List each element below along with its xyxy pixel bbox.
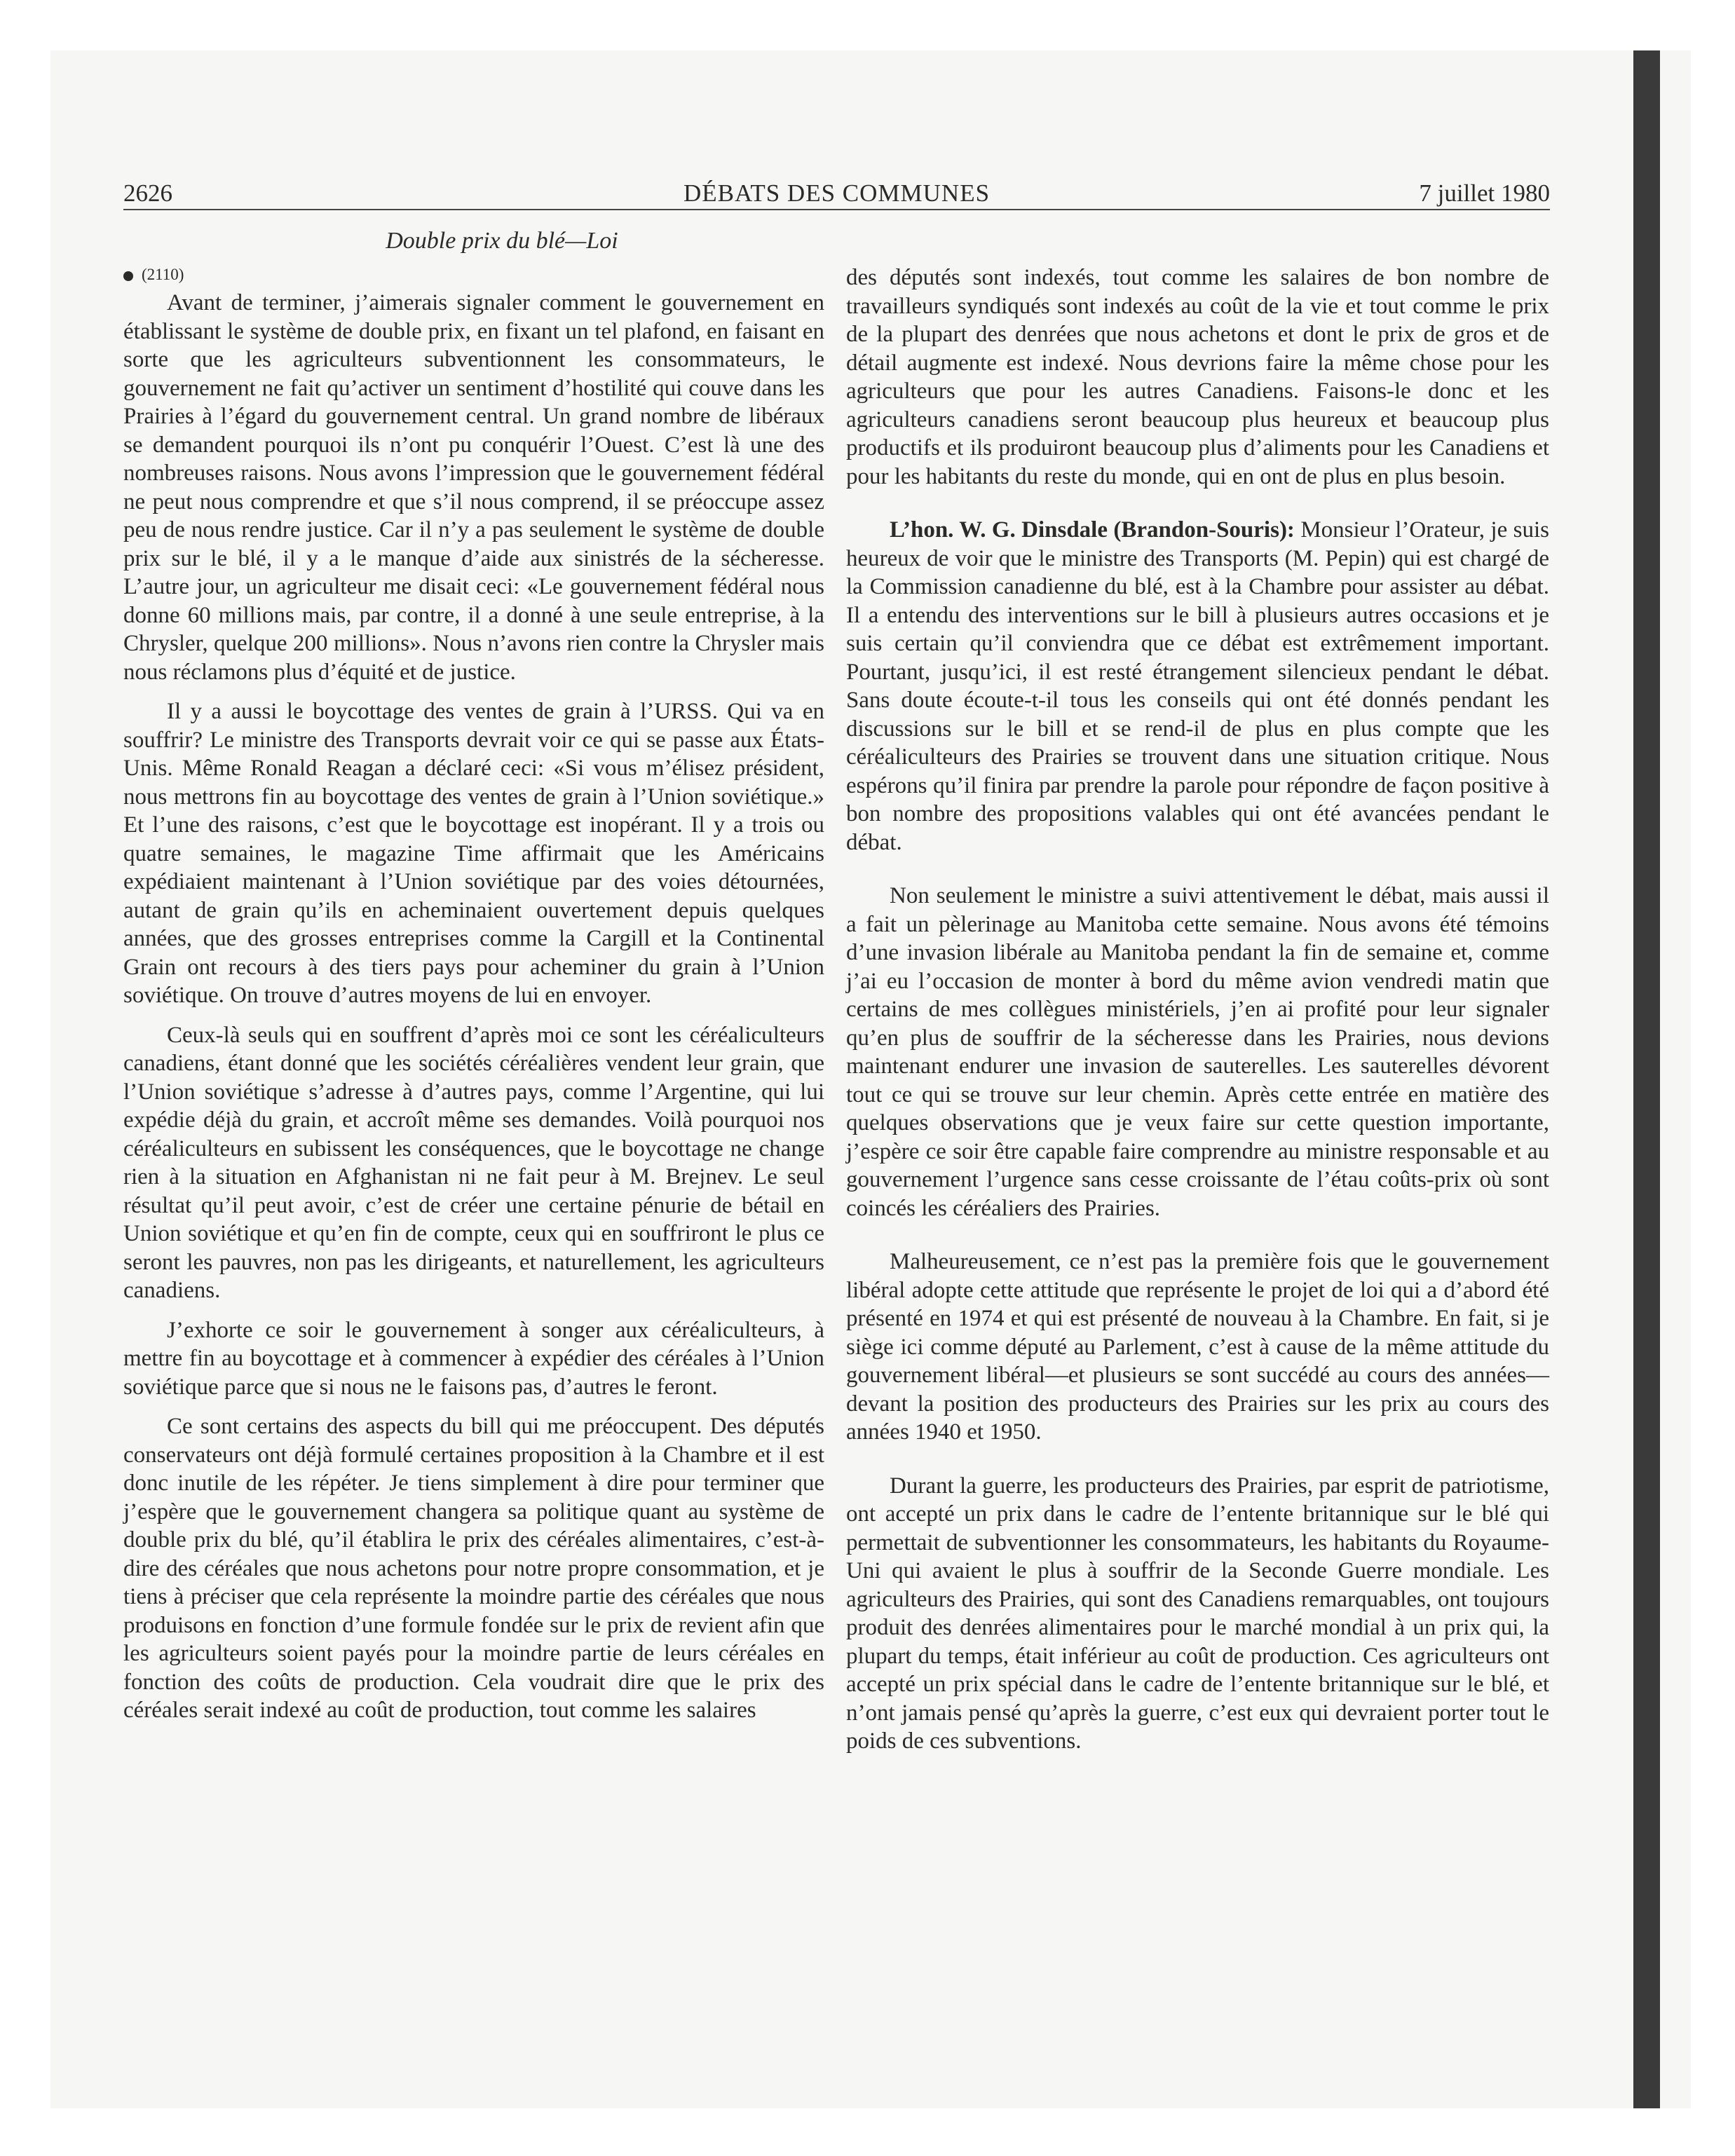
publication-date: 7 juillet 1980 xyxy=(1419,179,1550,207)
paragraph: Il y a aussi le boycottage des ventes de grain à l’URSS. Qui va en souffrir? Le ministre des Transports devrait voir ce qui se passe aux États-Unis. Même Ronald Reagan a déclaré ceci: «Si vous m’élisez président, nous mettrons fin au boycottage des ventes de grain à l’Union soviétique.» Et l’une des raisons, c’est que le boycottage est inopérant. Il y a trois ou quatre semaines, le magazine Time affirmait que les Américains expédiaient maintenant à l’Union soviétique par des voies détournées, autant de grain qu’ils en acheminaient ouvertement depuis quelques années, que des grosses entreprises comme la Cargill et la Continental Grain ont recours à des tiers pays pour acheminer du grain à l’Union soviétique. On trouve d’autres moyens de lui en envoyer. xyxy=(123,699,824,1008)
speaker-paragraph xyxy=(846,516,1549,857)
paragraph: des députés sont indexés, tout comme les salaires de bon nombre de travailleurs syndiqués sont indexés au coût de la vie et tout comme le prix de la plupart des denrées que nous achetons et dont le prix de gros et de détail augmente est indexé. Nous devrions faire la même chose pour les agriculteurs que pour les autres Canadiens. Faisons-le donc et les agriculteurs canadiens seront beaucoup plus heureux et beaucoup plus productifs et ils produiront beaucoup plus d’aliments pour les Canadiens et pour les habitants du reste du monde, qui en ont de plus en plus besoin. xyxy=(846,265,1549,489)
paragraph: Ce sont certains des aspects du bill qui me préoccupent. Des députés conservateurs ont déjà formulé certaines proposition à la Chambre et il est donc inutile de les répéter. Je tiens simplement à dire pour terminer que j’espère que le gouvernement changera sa politique quant au système de double prix du blé, qu’il établira le prix des céréales alimentaires, c’est-à-dire des céréales que nous achetons pour notre propre consommation, et je tiens à préciser que cela représente la moindre partie des céréales que nous produisons en fonction d’une formule fondée sur le prix de revient afin que les agriculteurs soient payés pour la moindre partie de leurs céréales en fonction des coûts de production. Cela voudrait dire que le prix des céréales serait indexé au coût de production, tout comme les salaires xyxy=(123,1414,824,1723)
paragraph: Durant la guerre, les producteurs des Prairies, par esprit de patriotisme, ont accepté un prix dans le cadre de l’entente britannique sur le blé qui permettait de subventionner les consommateurs, les habitants du Royaume-Uni qui avaient le plus à souffrir de la Seconde Guerre mondiale. Les agriculteurs des Prairies, qui sont des Canadiens remarquables, ont toujours produit des denrées alimentaires pour le marché mondial à un prix qui, la plupart du temps, était inférieur au coût de production. Ces agriculteurs ont accepté un prix spécial dans le cadre de l’entente britannique sur le blé, et n’ont jamais pensé qu’après la guerre, c’est eux qui devraient porter tout le poids de ces subventions. xyxy=(846,1473,1549,1754)
publication-title: DÉBATS DES COMMUNES xyxy=(683,179,991,207)
bullet-icon xyxy=(123,271,133,281)
paragraph: J’exhorte ce soir le gouvernement à songer aux céréaliculteurs, à mettre fin au boycottage et à commencer à expédier des céréales à l’Union soviétique parce que si nous ne le faisons pas, d’autres le feront. xyxy=(123,1317,824,1400)
time-stamp-text: (2110) xyxy=(142,266,184,283)
right-column xyxy=(846,264,1549,1767)
time-stamp xyxy=(123,264,824,286)
section-subhead: Double prix du blé—Loi xyxy=(386,228,618,254)
header-rule xyxy=(123,209,1550,210)
paragraph: Malheureusement, ce n’est pas la première fois que le gouvernement libéral adopte cette attitude que représente le projet de loi qui a d’abord été présenté en 1974 et qui est présenté de nouveau à la Chambre. En fait, si je siège ici comme député au Parlement, c’est à cause de la même attitude du gouvernement libéral—et plusieurs se sont succédé au cours des années—devant la position des producteurs des Prairies sur les prix au cours des années 1940 et 1950. xyxy=(846,1249,1549,1445)
scan-edge-shadow xyxy=(1633,50,1660,2108)
paragraph: Avant de terminer, j’aimerais signaler comment le gouvernement en établissant le système de double prix, en fixant un tel plafond, en faisant en sorte que les agriculteurs subventionnent les consommateurs, le gouvernement ne fait qu’activer un sentiment d’hostilité qui couve dans les Prairies à l’égard du gouvernement central. Un grand nombre de libéraux se demandent pourquoi ils n’ont pu conquérir l’Ouest. C’est là une des nombreuses raisons. Nous avons l’impression que le gouvernement fédéral ne peut nous comprendre et que s’il nous comprend, il se préoccupe assez peu de nous rendre justice. Car il n’y a pas seulement le système de double prix sur le blé, il y a le manque d’aide aux sinistrés de la sécheresse. L’autre jour, un agriculteur me disait ceci: «Le gouvernement fédéral nous donne 60 millions mais, par contre, il a donné à une seule entreprise, à la Chrysler, quelque 200 millions». Nous n’avons rien contre la Chrysler mais nous réclamons plus d’équité et de justice. xyxy=(123,290,824,685)
page-number: 2626 xyxy=(123,179,172,207)
speaker-text: Monsieur l’Orateur, je suis heureux de voir que le ministre des Transports (M. Pepin) qui est chargé de la Commission canadienne du blé, est à la Chambre pour assister au débat. Il a entendu des interventions sur le bill à plusieurs autres occasions et je suis certain qu’il conviendra que ce débat est extrêmement important. Pourtant, jusqu’ici, il est resté étrangement silencieux pendant le débat. Sans doute écoute-t-il tous les conseils qui ont été donnés pendant les discussions sur le bill et se rend-il de plus en plus compte que les céréaliculteurs des Prairies se trouvent dans une situation critique. Nous espérons qu’il finira par prendre la parole pour répondre de façon positive à bon nombre des propositions valables qui ont été avancées pendant le débat. xyxy=(846,517,1549,855)
paragraph: Ceux-là seuls qui en souffrent d’après moi ce sont les céréaliculteurs canadiens, étant donné que les sociétés céréalières vendent leur grain, que l’Union soviétique s’adresse à d’autres pays, comme l’Argentine, qui lui expédie déjà du grain, et accroît même ses demandes. Voilà pourquoi nos céréaliculteurs en subissent les conséquences, que le boycottage ne change rien à la situation en Afghanistan ni ne fait peur à M. Brejnev. Le seul résultat qu’il peut avoir, c’est de créer une certaine pénurie de bétail en Union soviétique et qu’en fin de compte, ceux qui en souffriront le plus ce seront les pauvres, non pas les dirigeants, et naturellement, les agriculteurs canadiens. xyxy=(123,1022,824,1303)
paragraph: Non seulement le ministre a suivi attentivement le débat, mais aussi il a fait un pèlerinage au Manitoba cette semaine. Nous avons été témoins d’une invasion libérale au Manitoba pendant la fin de semaine et, comme j’ai eu l’occasion de monter à bord du même avion vendredi matin que certains de mes collègues ministériels, j’en ai profité pour leur signaler qu’en plus de souffrir de la sécheresse dans les Prairies, nous devions maintenant endurer une invasion de sauterelles. Les sauterelles dévorent tout ce qui se trouve sur leur chemin. Après cette entrée en matière des quelques observations que je veux faire sur cette question importante, j’espère ce soir être capable faire comprendre au ministre responsable et au gouvernement l’urgence sans cesse croissante de l’étau coûts-prix où sont coincés les céréaliers des Prairies. xyxy=(846,883,1549,1221)
page-header xyxy=(123,177,1550,210)
left-column xyxy=(123,226,824,1736)
speaker-name: L’hon. W. G. Dinsdale (Brandon-Souris): xyxy=(890,517,1295,543)
